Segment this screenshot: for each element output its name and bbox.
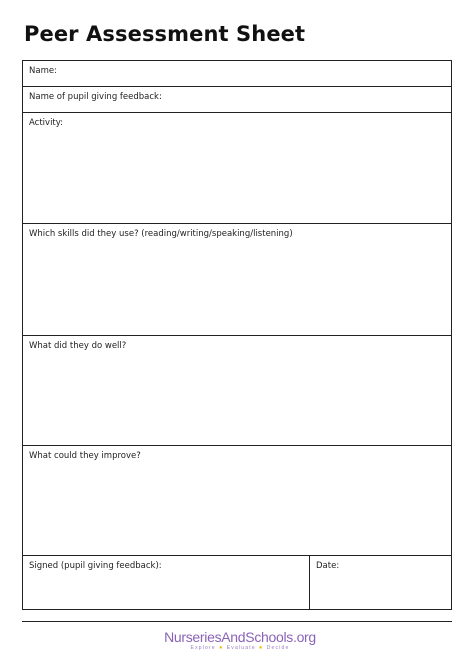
page-title: Peer Assessment Sheet xyxy=(24,22,306,46)
did-well-box[interactable] xyxy=(23,336,451,446)
improve-label: What could they improve? xyxy=(29,451,141,461)
signed-cell[interactable] xyxy=(23,556,309,609)
brand-logo xyxy=(160,629,320,652)
signed-label: Signed (pupil giving feedback): xyxy=(29,561,162,571)
star-icon: ★ xyxy=(258,645,265,651)
tagline-word: Explore xyxy=(190,645,216,651)
activity-label: Activity: xyxy=(29,118,64,128)
tagline-word: Evaluate xyxy=(226,645,256,651)
did-well-label: What did they do well? xyxy=(29,341,127,351)
name-row[interactable] xyxy=(23,61,451,87)
date-label: Date: xyxy=(316,561,340,571)
feedback-giver-row[interactable] xyxy=(23,87,451,113)
star-icon: ★ xyxy=(218,645,225,651)
brand-tagline xyxy=(160,645,320,652)
brand-name: NurseriesAndSchools.org xyxy=(164,629,316,645)
signature-row xyxy=(23,556,451,609)
date-cell[interactable] xyxy=(309,556,451,609)
activity-box[interactable] xyxy=(23,113,451,224)
name-label: Name: xyxy=(29,66,57,76)
assessment-form xyxy=(22,60,452,610)
skills-box[interactable] xyxy=(23,224,451,336)
tagline-word: Decide xyxy=(266,645,290,651)
feedback-giver-label: Name of pupil giving feedback: xyxy=(29,92,162,102)
footer-divider xyxy=(22,621,452,622)
improve-box[interactable] xyxy=(23,446,451,556)
skills-label: Which skills did they use? (reading/writing/speaking/listening) xyxy=(29,229,293,239)
